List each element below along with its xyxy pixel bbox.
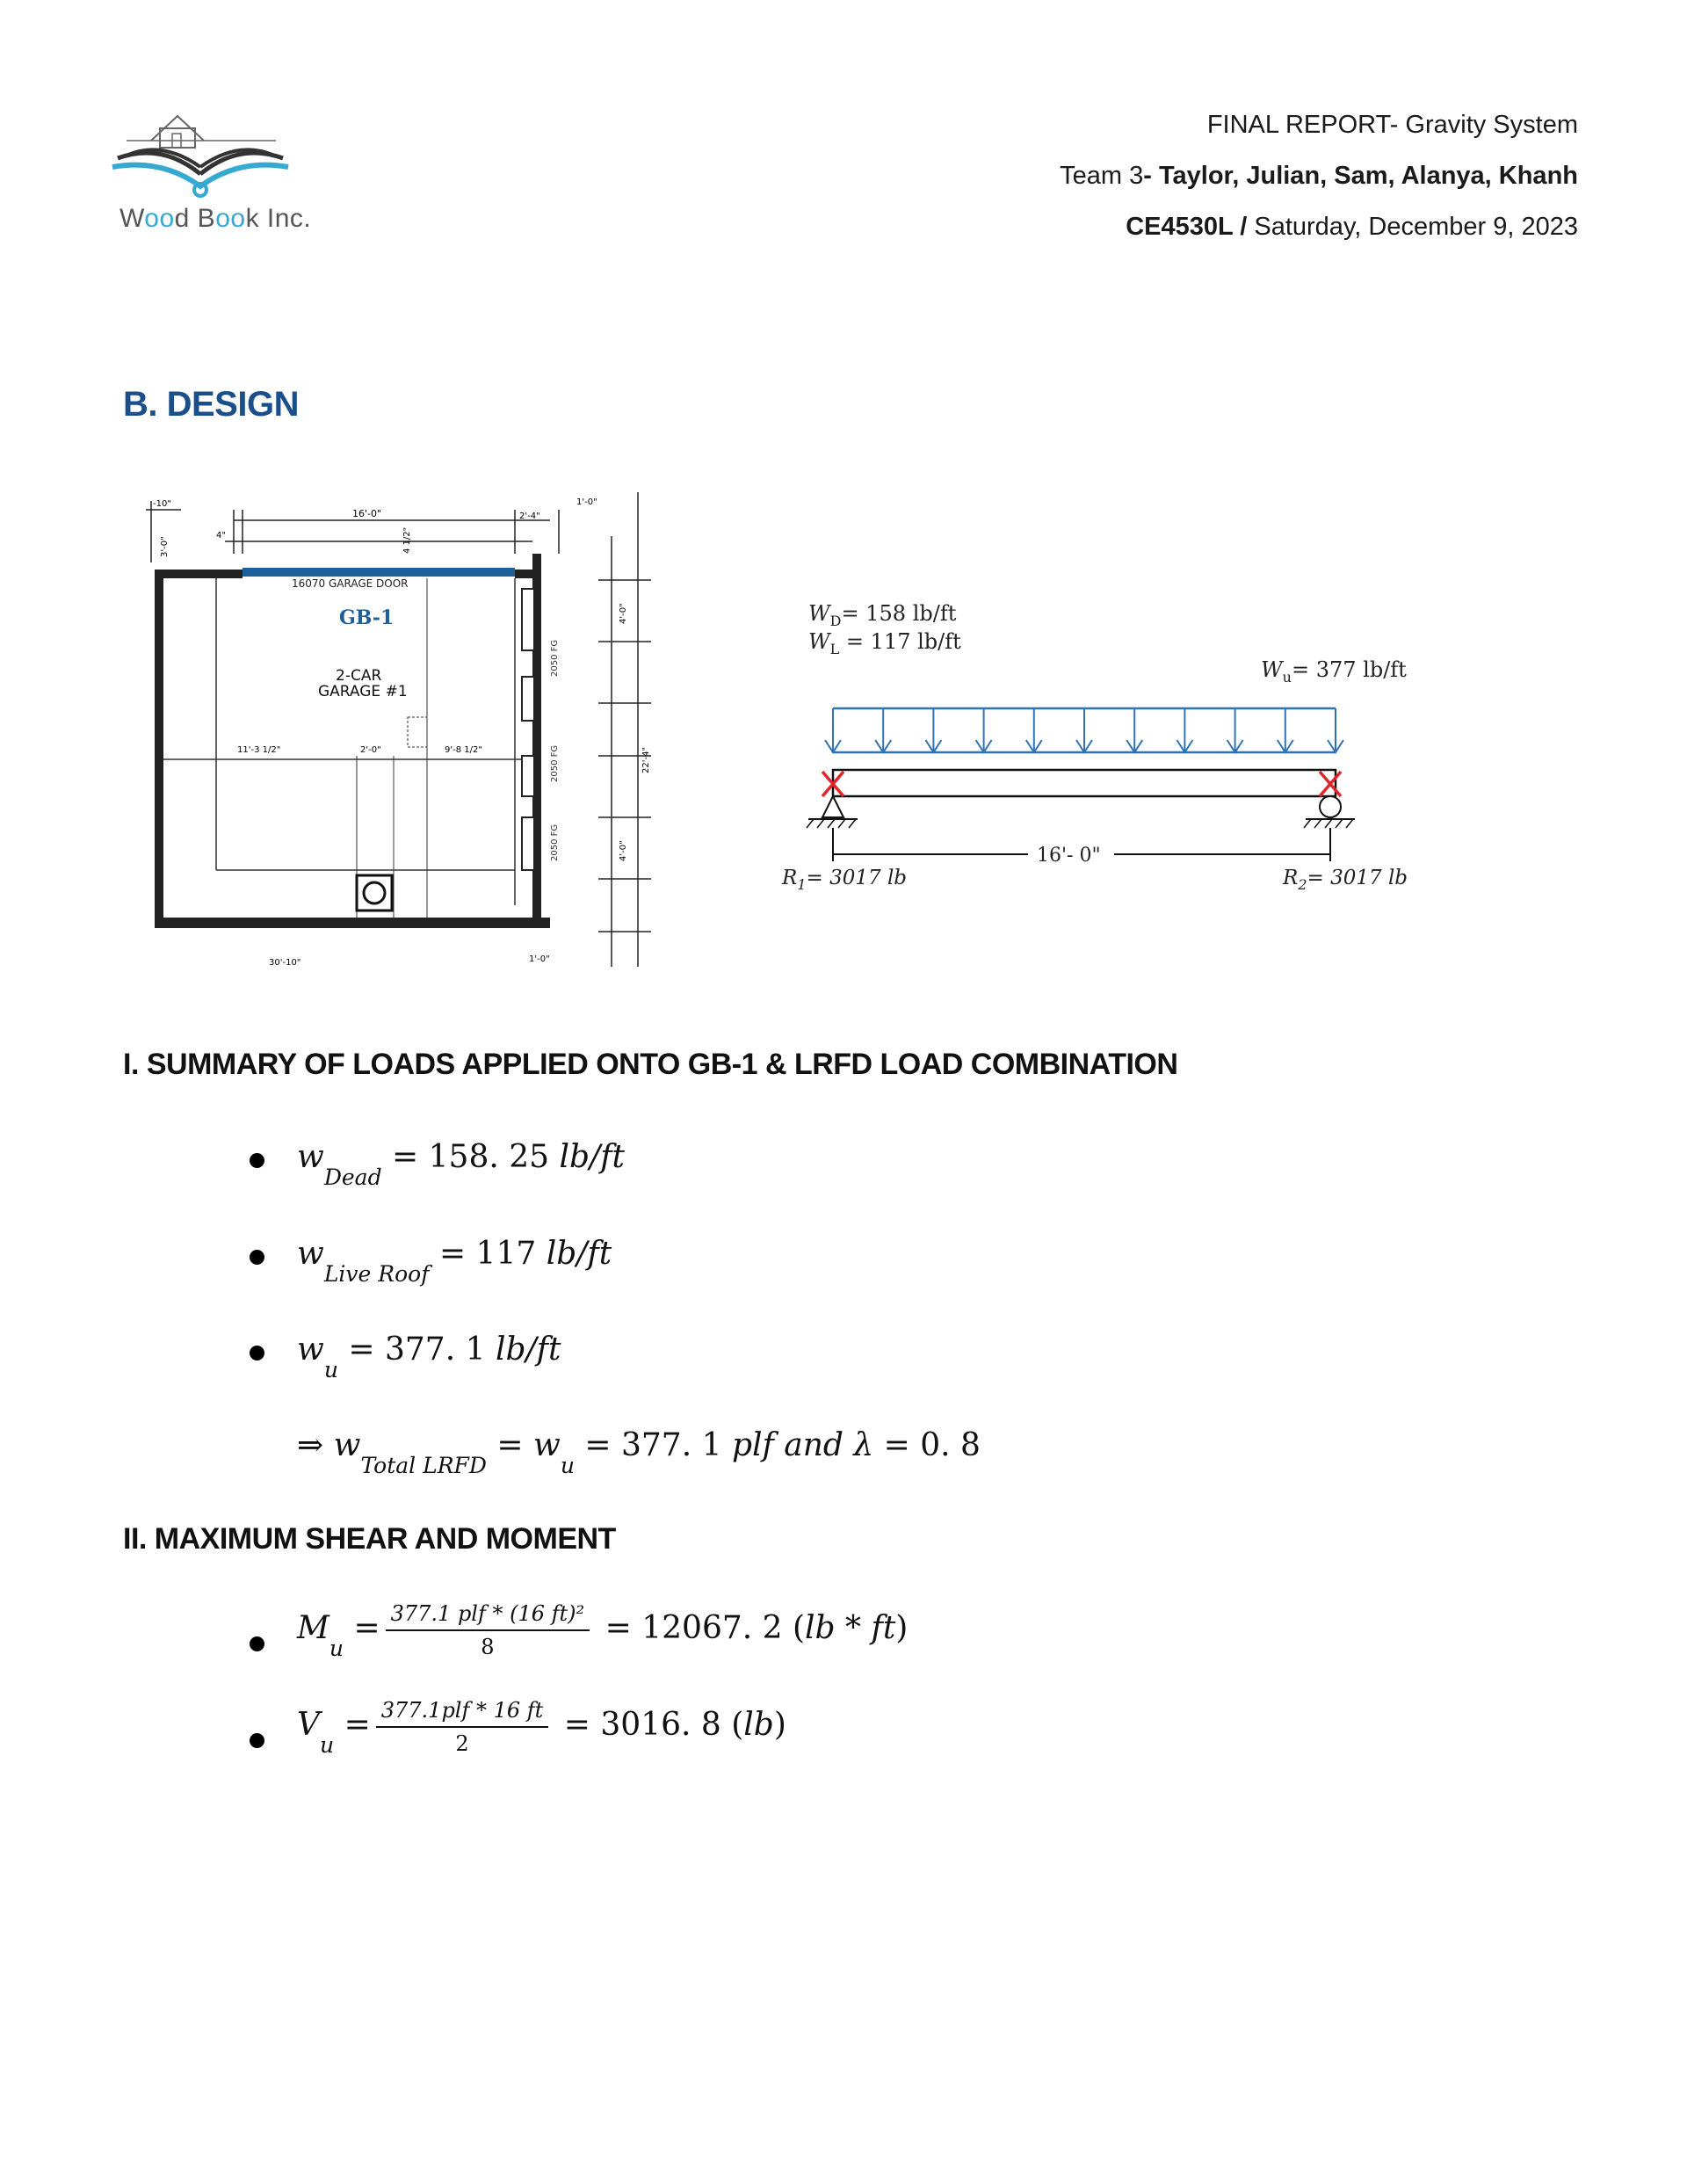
window-label-1: 2050 FG [550,639,560,677]
eq-max-moment: $M_u$ = $\frac{\text{377.1 plf * (16 ft)²}}{8}$ = 12067. 2 (lb * ft) [297,1601,909,1661]
dim-4: 4" [216,531,226,541]
bullet [250,1733,264,1748]
eq-total-lrfd: ⇒ $w_{Total LRFD} = w_u = 377$. 1 plf and λ = 0. 8 [297,1427,981,1478]
dim-total: 22'-4" [641,746,651,773]
dim-1-0-top: 1'-0" [576,497,597,507]
wl-label: $W_L = 117$ lb/ft [808,629,961,657]
bullet [250,1636,264,1651]
dim-bottom-right: 1'-0" [529,954,550,964]
r1-label: $R_1= 3017$ lb [782,867,908,893]
dim-b: 2'-0" [360,745,381,755]
gb1-label: GB-1 [339,606,395,629]
bullet [250,1346,264,1360]
room-label-1: 2-CAR [336,667,382,685]
dim-2-4: 2'-4" [519,512,540,521]
logo-wordmark: Wood Book Inc. [119,204,312,233]
dim-right-1: 4'-0" [619,603,628,624]
dim-a: 11'-3 1/2" [237,745,281,755]
dim-top: 16'-0" [352,508,382,519]
window-label-2: 2050 FG [550,744,560,782]
report-title: FINAL REPORT- Gravity System [1206,111,1578,139]
eq-dead-load: $w_{Dead} = 158$. 25 lb/ft [297,1139,625,1190]
bullet [250,1153,264,1168]
section-title: B. DESIGN [123,385,299,424]
team-line: Team 3- Taylor, Julian, Sam, Alanya, Khanh [1060,162,1578,190]
span-label: 16'- 0" [1037,845,1101,867]
dim-left-a: -10" [153,499,171,509]
wd-label: $W_D= 158$ lb/ft [808,601,957,629]
dim-left-b: 3'-0" [160,536,170,557]
room-label-2: GARAGE #1 [318,683,408,700]
beam-load-diagram [773,589,1423,905]
company-logo [109,105,293,202]
summary-title: I. SUMMARY OF LOADS APPLIED ONTO GB-1 & LRFD LOAD COMBINATION [123,1048,1178,1081]
shear-moment-title: II. MAXIMUM SHEAR AND MOMENT [123,1522,616,1556]
course-date-line: CE4530L / Saturday, December 9, 2023 [1126,213,1578,241]
window-label-3: 2050 FG [550,824,560,861]
dim-4-1-2: 4 1/2" [402,526,412,554]
garage-floor-plan [146,492,655,967]
eq-factored-load: $w_u = 377$. 1 lb/ft [297,1331,561,1382]
dim-c: 9'-8 1/2" [445,745,482,755]
wu-label: $W_u= 377$ lb/ft [1261,657,1407,686]
dim-bottom: 30'-10" [269,958,301,967]
bullet [250,1250,264,1265]
door-label: 16070 GARAGE DOOR [292,577,409,590]
eq-max-shear: $V_u$ = $\frac{\text{377.1plf * 16 ft}}{2}$ = 3016. 8 (lb) [297,1698,786,1758]
r2-label: $R_2= 3017$ lb [1283,867,1408,893]
eq-live-roof-load: $w_{Live Roof} = 117$ lb/ft [297,1236,612,1287]
book-house-icon [109,105,293,202]
dim-right-2: 4'-0" [619,840,628,861]
